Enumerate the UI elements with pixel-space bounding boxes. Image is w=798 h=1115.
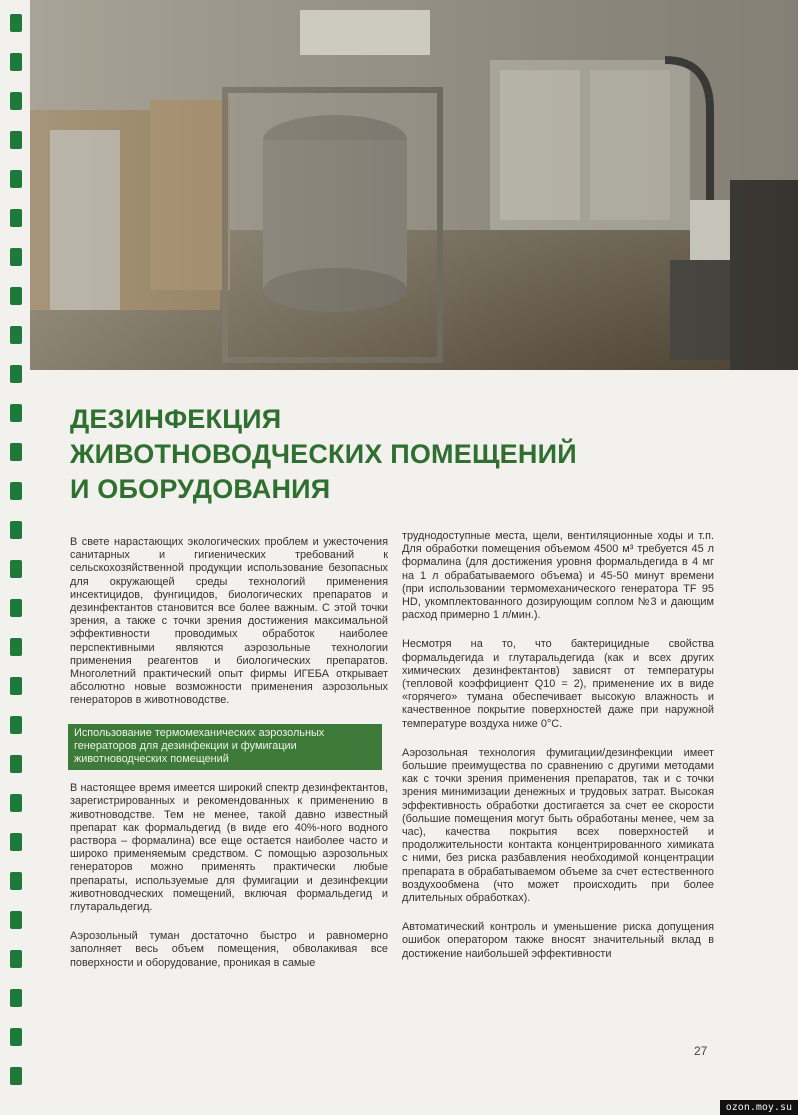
binding-ring	[10, 677, 22, 695]
binding-ring	[10, 287, 22, 305]
binding-ring	[10, 209, 22, 227]
binding-ring	[10, 365, 22, 383]
binding-ring	[10, 521, 22, 539]
left-column	[70, 536, 388, 986]
binding-ring	[10, 872, 22, 890]
watermark: ozon.moy.su	[720, 1100, 798, 1115]
binding-ring	[10, 1028, 22, 1046]
title-line: ЖИВОТНОВОДЧЕСКИХ ПОМЕЩЕНИЙ	[70, 439, 577, 469]
binding-ring	[10, 131, 22, 149]
paragraph: Аэрозольный туман достаточно быстро и равномерно заполняет весь объем помещения, обволакивая все поверхности и оборудование, проникая в самые	[70, 930, 388, 969]
binding-ring	[10, 716, 22, 734]
paragraph: Автоматический контроль и уменьшение риска допущения ошибок оператором также вносят значительный вклад в достижение наибольшей эффективности	[402, 921, 714, 960]
binding-ring	[10, 755, 22, 773]
paragraph: Несмотря на то, что бактерицидные свойства формальдегида и глутаральдегида (как и всех других химических дезинфектантов) зависят от температуры (тепловой коэффициент Q10 = 2), применение их в виде «горячего» тумана обеспечивает высокую влажность и качественное покрытие поверхностей даже при наружной температуре воздуха ниже 0°С.	[402, 638, 714, 730]
binding-ring	[10, 443, 22, 461]
binding-ring	[10, 1067, 22, 1085]
paragraph: Аэрозольная технология фумигации/дезинфекции имеет большие преимущества по сравнению с другими методами как с точки зрения применения препаратов, так и с точки зрения минимизации денежных и трудовых затрат. Высокая эффективность обработки достигается за счет ее скорости (большие помещения могут быть обработаны менее, чем за час), качества покрытия всех поверхностей и продолжительности контакта концентрированного химиката с ними, без риска разбавления необходимой концентрации препарата в обрабатываемом объеме за счет естественного воздухообмена (что может происходить при более длительных обработках).	[402, 746, 714, 905]
page-number: 27	[694, 1044, 708, 1058]
binding-ring	[10, 53, 22, 71]
title-line: И ОБОРУДОВАНИЯ	[70, 474, 331, 504]
binding-ring	[10, 638, 22, 656]
barn-interior-image	[30, 0, 798, 370]
page-title	[70, 402, 577, 507]
binding-ring	[10, 911, 22, 929]
binding-ring	[10, 326, 22, 344]
binding-ring	[10, 404, 22, 422]
binding-ring	[10, 248, 22, 266]
binding-ring	[10, 170, 22, 188]
binding-ring	[10, 599, 22, 617]
paragraph: В настоящее время имеется широкий спектр дезинфектантов, зарегистрированных и рекомендованных к применению в животноводстве. Тем не менее, такой давно известный препарат как формальдегид (в виде его 40%-ного водного раствора – формалина) все еще остается наиболее часто и широко применяемым средством. С помощью аэрозольных генераторов можно применять практически любые препараты, используемые для фумигации и дезинфекции животноводческих помещений, включая формальдегид и глутаральдегид.	[70, 782, 388, 914]
section-subheading: Использование термомеханических аэрозольных генераторов для дезинфекции и фумигации животноводческих помещений	[68, 724, 382, 771]
binding-ring	[10, 794, 22, 812]
header-photo	[30, 0, 798, 370]
binding-ring	[10, 482, 22, 500]
binding-ring	[10, 989, 22, 1007]
binding-ring	[10, 950, 22, 968]
paragraph: В свете нарастающих экологических проблем и ужесточения санитарных и гигиенических требований к сельскохозяйственной продукции использование безопасных для окружающей среды технологий применения инсектицидов, фунгицидов, биологических препаратов и дезинфектантов становится все более важным. С этой точки зрения, а также с точки зрения достижения максимальной эффективности проводимых обработок наиболее перспективными являются аэрозольные технологии применения реагентов и биологических препаратов. Многолетний практический опыт фирмы ИГЕБА открывает абсолютно новые возможности применения аэрозольных генераторов в животноводстве.	[70, 536, 388, 707]
binding-ring	[10, 14, 22, 32]
binding-ring	[10, 92, 22, 110]
right-column	[402, 530, 714, 977]
spiral-binding	[0, 0, 34, 1115]
binding-ring	[10, 833, 22, 851]
title-line: ДЕЗИНФЕКЦИЯ	[70, 404, 282, 434]
paragraph: труднодоступные места, щели, вентиляционные ходы и т.п. Для обработки помещения объемом 4500 м³ требуется 45 л формалина (для достижения уровня формальдегида в 4 мг на 1 л обрабатываемого объема) и 45-50 минут времени (при использовании термомеханического генератора TF 95 HD, укомплектованного дозирующим соплом №3 и дающим расход примерно 1 л/мин.).	[402, 530, 714, 622]
binding-ring	[10, 560, 22, 578]
